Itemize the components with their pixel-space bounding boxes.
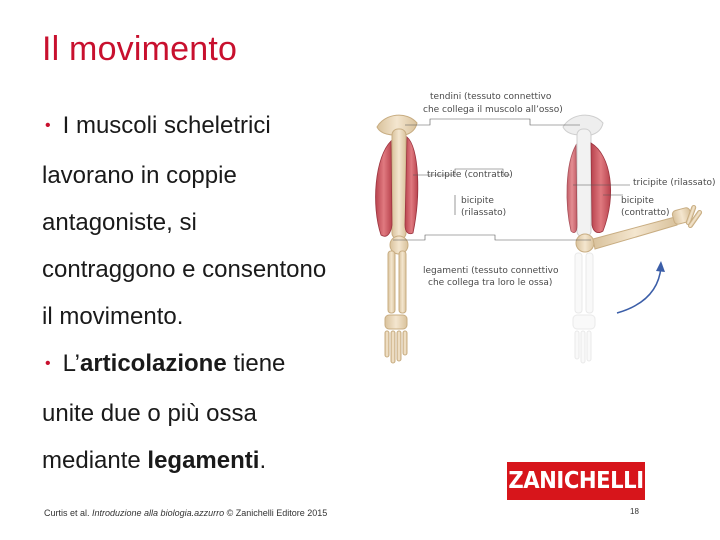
footer-credit: Curtis et al. Introduzione alla biologia.azzurro © Zanichelli Editore 2015 [44,508,328,518]
slide-title: Il movimento [42,30,238,68]
bullet-2-line-2: unite due o più ossa [42,400,257,427]
label-bicipite-rilassato-2: (rilassato) [461,208,507,218]
publisher-logo: ZANICHELLI [507,462,645,500]
right-arm-flexed [563,115,702,363]
left-biceps [376,141,392,236]
label-tricipite-contratto: tricipite (contratto) [427,170,513,180]
label-legamenti-1: legamenti (tessuto connettivo [423,266,559,276]
page-number: 18 [630,507,639,516]
bullet-1-line-2: lavorano in coppie [42,162,237,189]
bullet-1-line-3: antagoniste, si [42,209,197,236]
left-hand [385,315,407,363]
arm-muscles-illustration [355,85,720,385]
right-triceps [567,145,577,233]
label-bicipite-contratto-2: (contratto) [621,208,670,218]
right-elbow [576,234,594,252]
slide-body [42,102,382,484]
left-ulna [399,251,406,313]
right-biceps [591,143,611,233]
label-legamenti-2: che collega tra loro le ossa) [428,278,553,288]
bullet-2-line-3: mediante legamenti. [42,447,267,474]
bullet-marker: • [45,355,51,372]
right-forearm-ghost [573,253,595,363]
bullet-2-line-1: • L’articolazione tiene [42,340,382,390]
left-triceps [405,137,418,234]
book-title: Introduzione alla biologia.azzurro [92,508,225,518]
left-arm-extended [376,115,418,363]
label-tricipite-rilassato: tricipite (rilassato) [633,178,716,188]
label-bicipite-contratto-1: bicipite [621,196,654,206]
bullet-marker: • [45,117,51,134]
label-bicipite-rilassato-1: bicipite [461,196,494,206]
label-tendini-2: che collega il muscolo all’osso) [423,105,563,115]
term-articolazione: articolazione [79,350,227,377]
bullet-1-line-5: il movimento. [42,303,184,330]
bullet-1-line-1: • I muscoli scheletrici [42,102,382,152]
motion-arrow-icon [617,267,661,313]
left-radius [388,251,395,313]
term-legamenti: legamenti [147,447,260,474]
label-tendini-1: tendini (tessuto connettivo [430,92,552,102]
bullet-1-line-4: contraggono e consentono [42,256,327,283]
motion-arrow-head-icon [656,261,665,272]
left-humerus [392,129,406,239]
right-humerus [577,129,591,237]
